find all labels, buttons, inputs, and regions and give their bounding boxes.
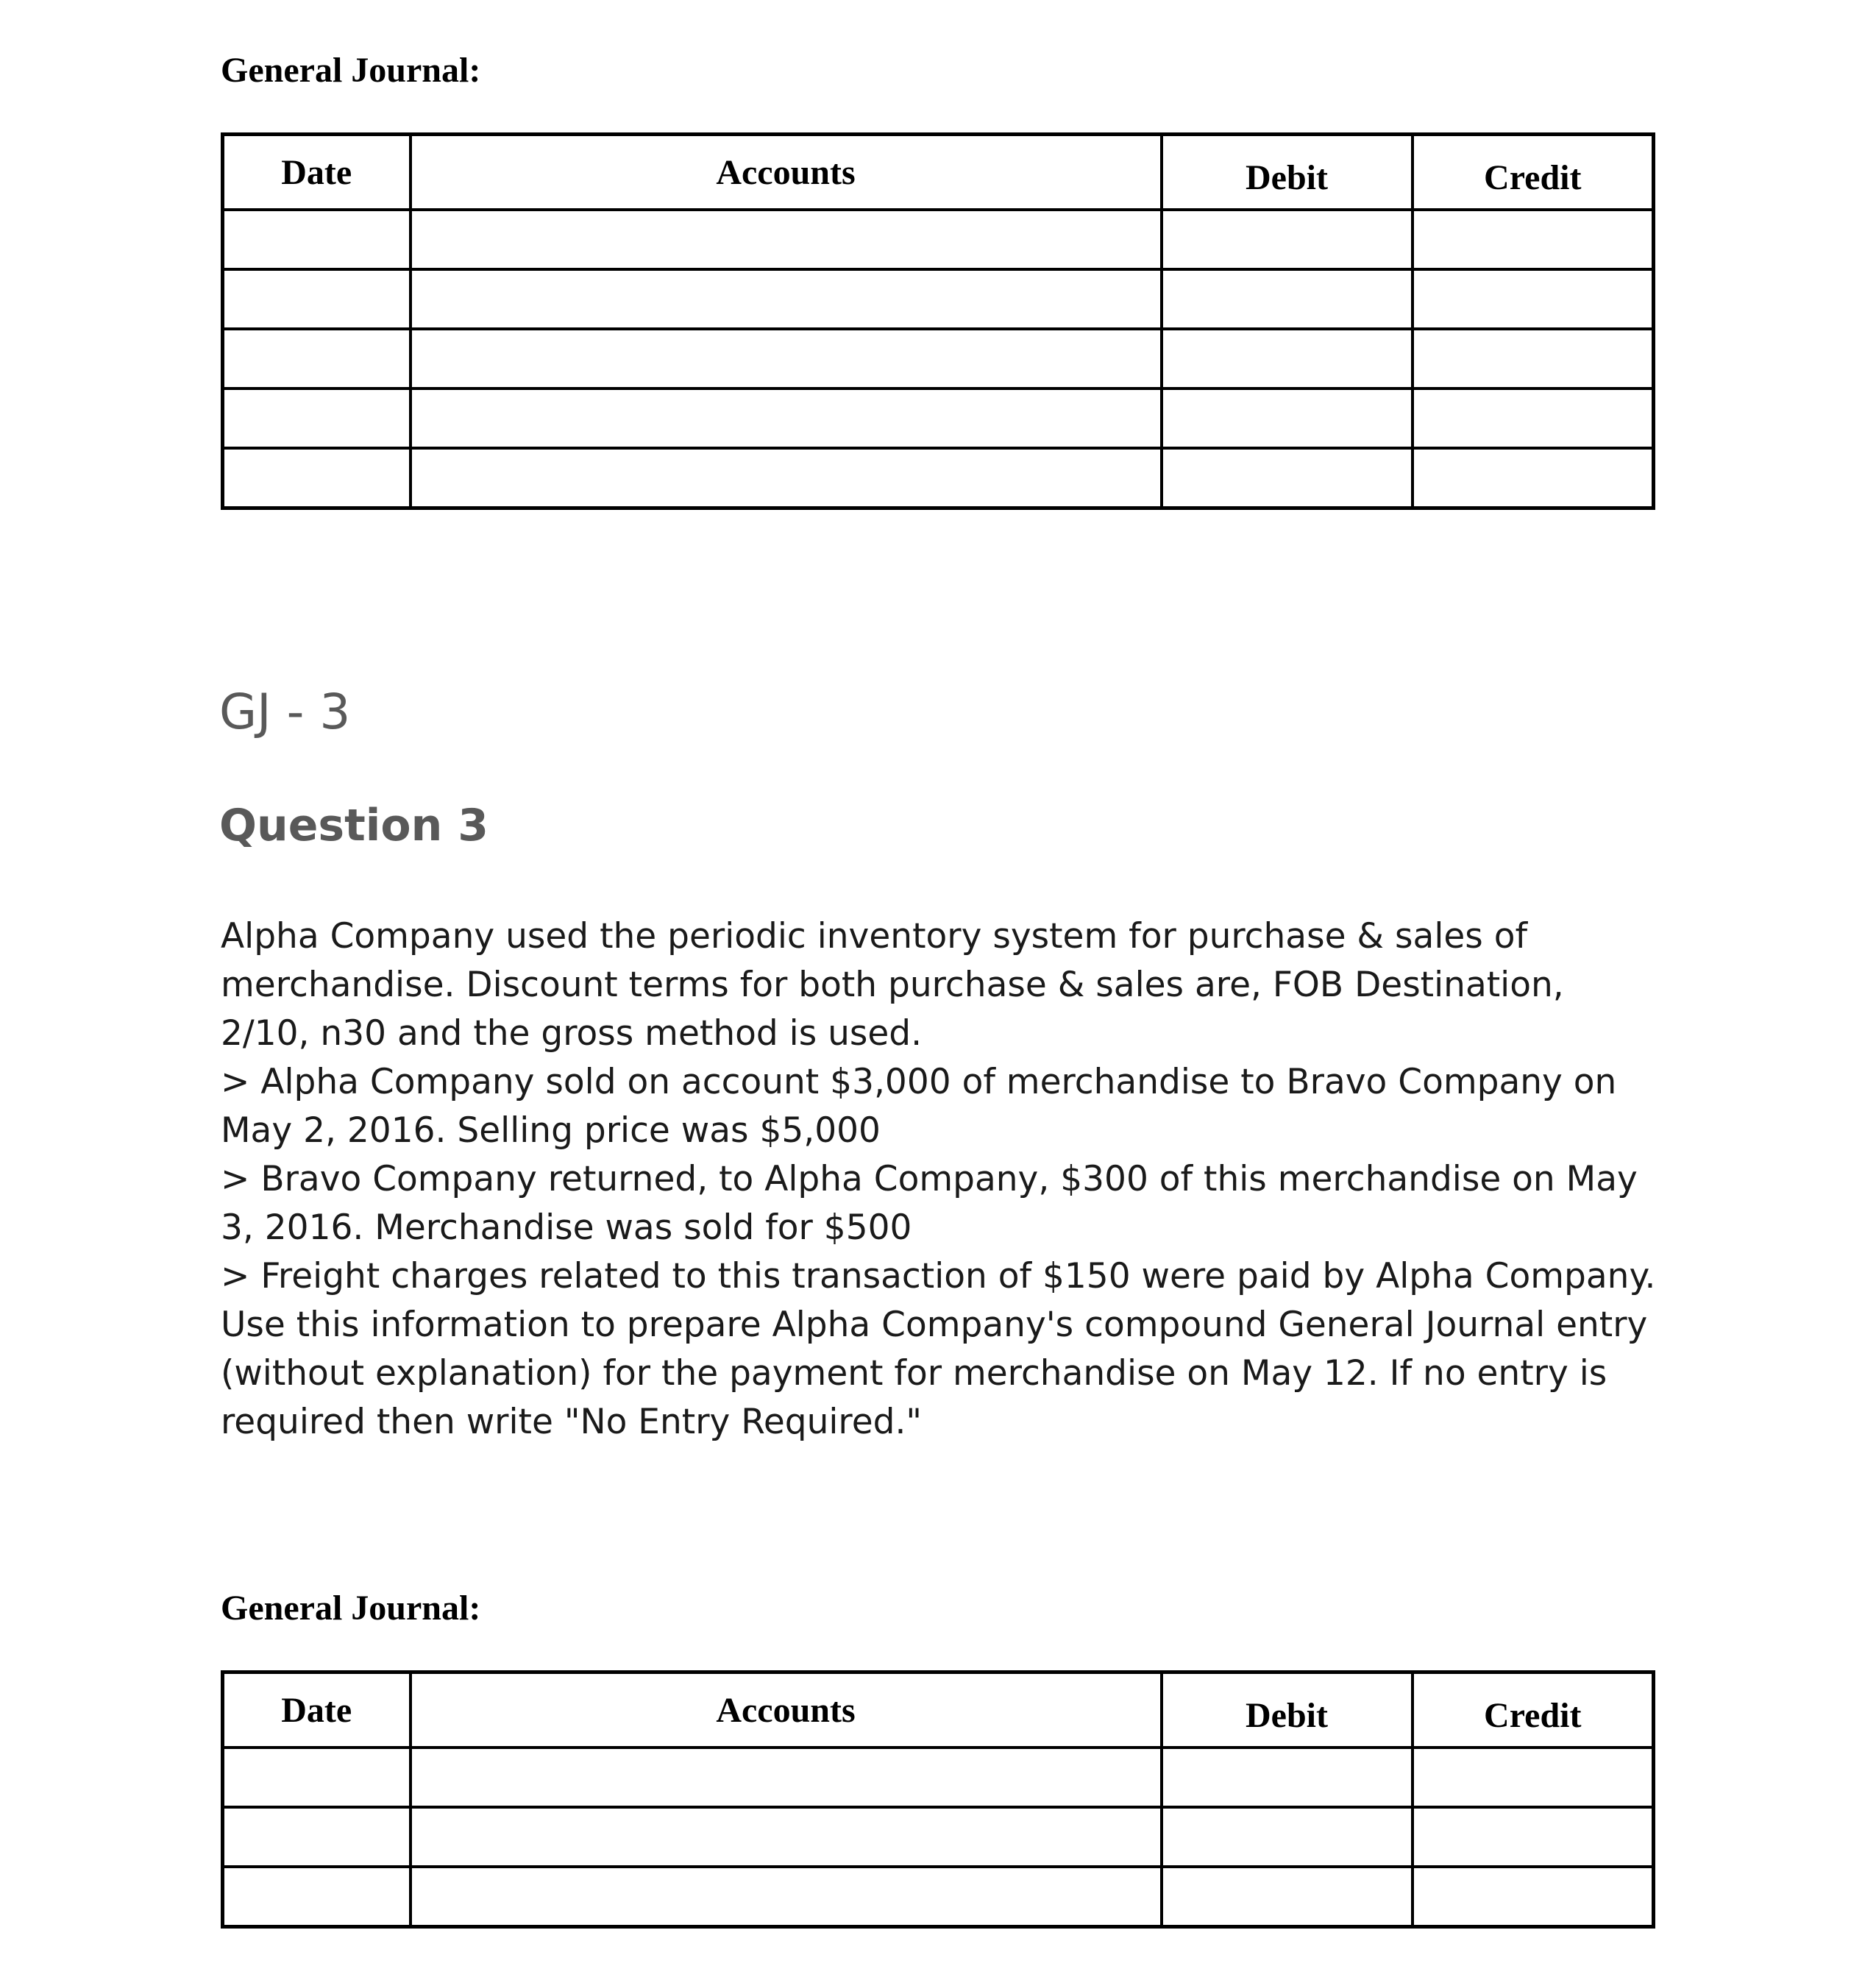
date-cell[interactable]: [223, 389, 411, 448]
journal-1-header-row: [223, 135, 1654, 210]
credit-cell[interactable]: [1413, 448, 1654, 508]
journal-1-header-date: Date: [223, 135, 411, 210]
date-cell[interactable]: [223, 210, 411, 269]
question-item-1: > Alpha Company sold on account $3,000 of merchandise to Bravo Company on May 2, 2016. Selling price was $5,000: [221, 1062, 1617, 1151]
debit-cell[interactable]: [1162, 448, 1413, 508]
date-cell[interactable]: [223, 448, 411, 508]
debit-cell[interactable]: [1162, 210, 1413, 269]
accounts-cell[interactable]: [411, 1748, 1162, 1807]
table-row: [223, 1867, 1654, 1927]
accounts-cell[interactable]: [411, 1807, 1162, 1867]
journal-2-label: General Journal:: [221, 1589, 481, 1628]
date-cell[interactable]: [223, 269, 411, 329]
date-cell[interactable]: [223, 1867, 411, 1927]
accounts-cell[interactable]: [411, 210, 1162, 269]
question-intro: Alpha Company used the periodic inventory system for purchase & sales of merchandise. Discount terms for both purchase & sales are, FOB Destination, 2/10, n30 and the gross method is used.: [221, 916, 1564, 1054]
accounts-cell[interactable]: [411, 269, 1162, 329]
credit-cell[interactable]: [1413, 269, 1654, 329]
credit-cell[interactable]: [1413, 210, 1654, 269]
question-instruction: Use this information to prepare Alpha Company's compound General Journal entry (without explanation) for the payment for merchandise on May 12. If no entry is required then write "No Entry Required.": [221, 1305, 1648, 1442]
journal-2-header-date: Date: [223, 1672, 411, 1748]
journal-2-header-debit: Debit: [1162, 1672, 1413, 1748]
accounts-cell[interactable]: [411, 329, 1162, 389]
credit-cell[interactable]: [1413, 1807, 1654, 1867]
journal-1-header-accounts: Accounts: [411, 135, 1162, 210]
journal-1-table: [221, 132, 1655, 510]
question-item-3: > Freight charges related to this transaction of $150 were paid by Alpha Company.: [221, 1256, 1656, 1296]
journal-2-header-accounts: Accounts: [411, 1672, 1162, 1748]
journal-1-header-debit: Debit: [1162, 135, 1413, 210]
table-row: [223, 210, 1654, 269]
table-row: [223, 329, 1654, 389]
journal-2-header-credit: Credit: [1413, 1672, 1654, 1748]
debit-cell[interactable]: [1162, 329, 1413, 389]
section-code: GJ - 3: [219, 684, 351, 740]
credit-cell[interactable]: [1413, 389, 1654, 448]
debit-cell[interactable]: [1162, 269, 1413, 329]
credit-cell[interactable]: [1413, 1867, 1654, 1927]
credit-cell[interactable]: [1413, 329, 1654, 389]
journal-2-header-row: [223, 1672, 1654, 1748]
question-title: Question 3: [219, 800, 488, 851]
table-row: [223, 389, 1654, 448]
debit-cell[interactable]: [1162, 1867, 1413, 1927]
journal-1-header-credit: Credit: [1413, 135, 1654, 210]
date-cell[interactable]: [223, 329, 411, 389]
debit-cell[interactable]: [1162, 1807, 1413, 1867]
table-row: [223, 269, 1654, 329]
accounts-cell[interactable]: [411, 389, 1162, 448]
table-row: [223, 1748, 1654, 1807]
accounts-cell[interactable]: [411, 1867, 1162, 1927]
debit-cell[interactable]: [1162, 1748, 1413, 1807]
date-cell[interactable]: [223, 1807, 411, 1867]
question-item-2: > Bravo Company returned, to Alpha Company, $300 of this merchandise on May 3, 2016. Merchandise was sold for $500: [221, 1159, 1638, 1248]
journal-1-label: General Journal:: [221, 51, 481, 90]
date-cell[interactable]: [223, 1748, 411, 1807]
credit-cell[interactable]: [1413, 1748, 1654, 1807]
debit-cell[interactable]: [1162, 389, 1413, 448]
journal-2-table: [221, 1670, 1655, 1929]
table-row: [223, 1807, 1654, 1867]
table-row: [223, 448, 1654, 508]
question-body: [221, 912, 1663, 1447]
accounts-cell[interactable]: [411, 448, 1162, 508]
